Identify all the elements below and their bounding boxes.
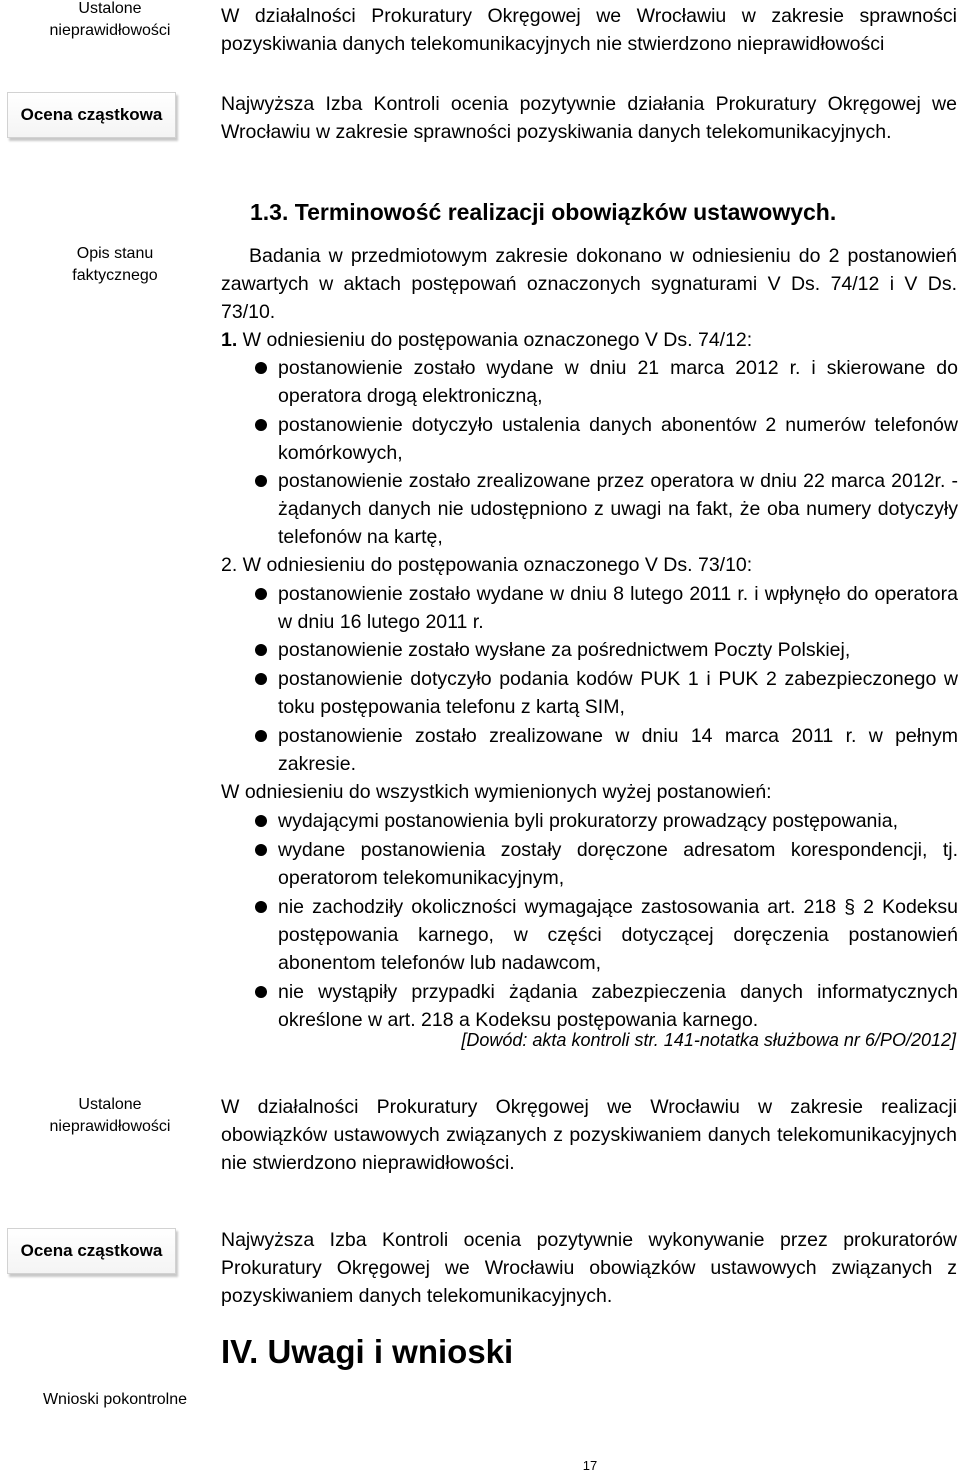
side-label-ustalone: Ustalone nieprawidłowości — [49, 0, 171, 39]
bullet-icon — [255, 419, 267, 431]
bullet-item: postanowienie zostało zrealizowane w dniu 14 marca 2011 r. w pełnym zakresie. — [278, 725, 958, 775]
assessment-text-2: Najwyższa Izba Kontroli ocenia pozytywnie wykonywanie przez prokuratorów Prokuratury Okręgowej we Wrocławiu obowiązków ustawowych związanych z pozyskiwaniem danych telekomunikacyjnych. — [221, 1229, 957, 1307]
section-iv-heading: IV. Uwagi i wnioski — [221, 1333, 514, 1370]
ocena-box: Ocena cząstkowa — [7, 92, 176, 138]
bullet-icon — [255, 475, 267, 487]
bullet-item: wydane postanowienia zostały doręczone adresatom korespondencji, tj. operatorom telekomunikacyjnym, — [278, 839, 958, 889]
bullet-icon — [255, 986, 267, 998]
bullet-item: nie wystąpiły przypadki żądania zabezpieczenia danych informatycznych określone w art. 218 a Kodeksu postępowania karnego. — [278, 981, 958, 1031]
item-1-number: 1. — [221, 329, 238, 351]
bullet-item: postanowienie dotyczyło podania kodów PUK 1 i PUK 2 zabezpieczonego w toku postępowania telefonu z kartą SIM, — [278, 668, 958, 718]
bullet-icon — [255, 815, 267, 827]
item-1-heading: 1. W odniesieniu do postępowania oznaczonego V Ds. 74/12: — [221, 329, 753, 351]
bullet-item: postanowienie zostało wydane w dniu 21 marca 2012 r. i skierowane do operatora drogą elektroniczną, — [278, 357, 958, 407]
bullet-item: postanowienie dotyczyło ustalenia danych abonentów 2 numerów telefonów komórkowych, — [278, 414, 958, 464]
side-label-opis: Opis stanu faktycznego — [72, 245, 158, 284]
findings-text: W działalności Prokuratury Okręgowej we Wrocławiu w zakresie sprawności pozyskiwania danych telekomunikacyjnych nie stwierdzono nieprawidłowości — [221, 5, 957, 55]
section-heading: 1.3. Terminowość realizacji obowiązków ustawowych. — [250, 199, 837, 225]
bullet-item: postanowienie zostało zrealizowane przez operatora w dniu 22 marca 2012r. - żądanych danych nie udostępniono z uwagi na fakt, że oba numery dotyczyły telefonów na kartę, — [278, 470, 958, 548]
intro-paragraph: Badania w przedmiotowym zakresie dokonano w odniesieniu do 2 postanowień zawartych w aktach postępowań oznaczonych sygnaturami V Ds. 74/12 i V Ds. 73/10. — [221, 245, 957, 323]
side-label-wnioski: Wnioski pokontrolne — [42, 1391, 188, 1408]
side-label-ustalone-2: Ustalone nieprawidłowości — [49, 1096, 171, 1135]
bullet-item: postanowienie zostało wydane w dniu 8 lutego 2011 r. i wpłynęło do operatora w dniu 16 lutego 2011 r. — [278, 583, 958, 633]
bullet-item: nie zachodziły okoliczności wymagające zastosowania art. 218 § 2 Kodeksu postępowania karnego, w części dotyczącej doręczenia postanowień abonentom telefonów lub nadawcom, — [278, 896, 958, 974]
bullet-icon — [255, 730, 267, 742]
findings-text-2: W działalności Prokuratury Okręgowej we Wrocławiu w zakresie realizacji obowiązków ustawowych związanych z pozyskiwaniem danych telekomunikacyjnych nie stwierdzono nieprawidłowości. — [221, 1096, 957, 1174]
bullet-icon — [255, 901, 267, 913]
assessment-text: Najwyższa Izba Kontroli ocenia pozytywnie działania Prokuratury Okręgowej we Wrocławiu w zakresie sprawności pozyskiwania danych telekomunikacyjnych. — [221, 93, 957, 143]
bullet-icon — [255, 644, 267, 656]
bullet-icon — [255, 588, 267, 600]
bullet-item: wydającymi postanowienia byli prokuratorzy prowadzący postępowania, — [278, 810, 898, 832]
item-2-heading: 2. W odniesieniu do postępowania oznaczonego V Ds. 73/10: — [221, 554, 753, 576]
bullet-item: postanowienie zostało wysłane za pośrednictwem Poczty Polskiej, — [278, 639, 851, 661]
ocena-box-2: Ocena cząstkowa — [7, 1228, 176, 1274]
bullet-icon — [255, 362, 267, 374]
summary-heading: W odniesieniu do wszystkich wymienionych wyżej postanowień: — [221, 781, 772, 803]
page-number: 17 — [582, 1458, 598, 1473]
bullet-icon — [255, 673, 267, 685]
evidence-citation: [Dowód: akta kontroli str. 141-notatka służbowa nr 6/PO/2012] — [461, 1030, 956, 1050]
bullet-icon — [255, 844, 267, 856]
